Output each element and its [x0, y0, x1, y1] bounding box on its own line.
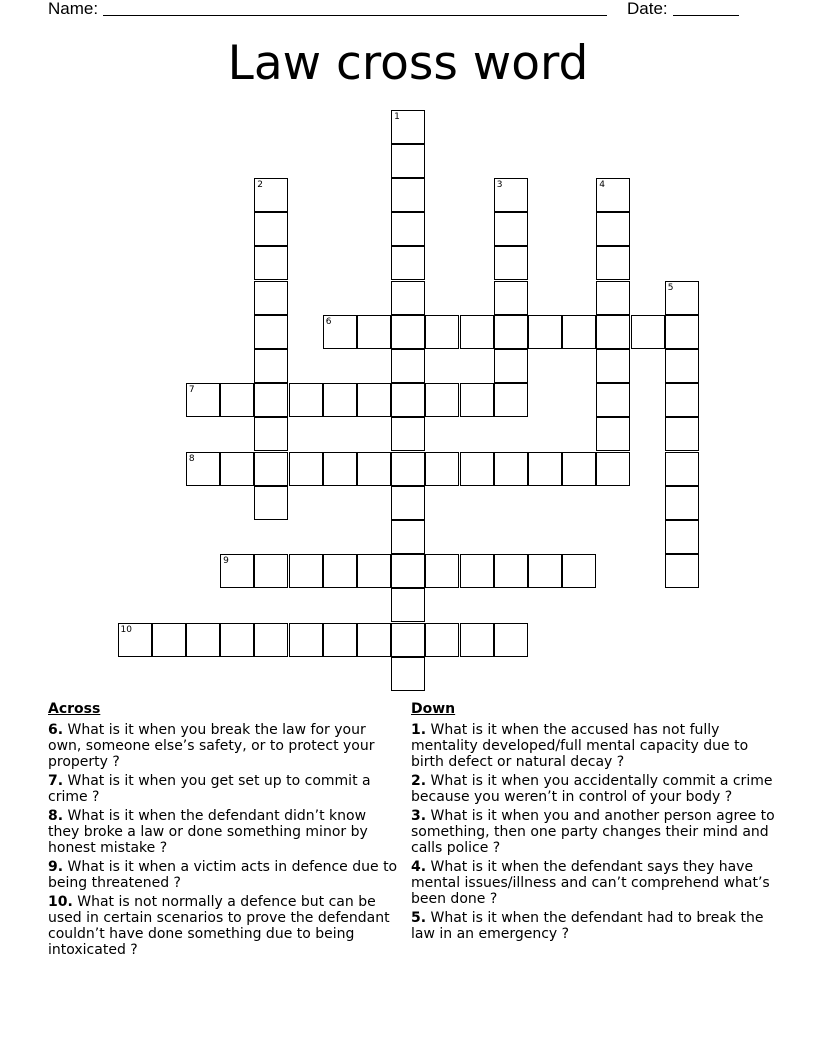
- crossword-cell[interactable]: [596, 315, 630, 349]
- crossword-cell[interactable]: [357, 452, 391, 486]
- name-label: Name:: [48, 0, 99, 18]
- crossword-cell[interactable]: [494, 212, 528, 246]
- cell-number: 2: [257, 179, 264, 190]
- across-clue: [48, 859, 398, 891]
- across-clue: [48, 894, 398, 958]
- crossword-cell[interactable]: [391, 417, 425, 451]
- page-title: Law cross word: [227, 36, 589, 91]
- crossword-cell[interactable]: [254, 417, 288, 451]
- crossword-cell[interactable]: [494, 281, 528, 315]
- crossword-cell[interactable]: [254, 623, 288, 657]
- crossword-cell[interactable]: [665, 520, 699, 554]
- crossword-cell[interactable]: [562, 554, 596, 588]
- crossword-cell[interactable]: [254, 212, 288, 246]
- clue-number: 8.: [48, 808, 64, 824]
- crossword-cell[interactable]: [391, 486, 425, 520]
- across-clue: [48, 722, 398, 770]
- crossword-cell[interactable]: [425, 452, 459, 486]
- crossword-cell[interactable]: [220, 452, 254, 486]
- crossword-cell[interactable]: [391, 588, 425, 622]
- clue-text: What is it when the defendant says they have mental issues/illness and can’t comprehend what’s been done ?: [411, 859, 770, 907]
- date-label: Date:: [627, 0, 668, 18]
- crossword-cell[interactable]: [323, 623, 357, 657]
- crossword-cell[interactable]: [391, 246, 425, 280]
- clue-text: What is it when the defendant had to break the law in an emergency ?: [411, 910, 764, 942]
- down-clue: [411, 910, 776, 942]
- crossword-cell[interactable]: [323, 554, 357, 588]
- across-clue: [48, 773, 398, 805]
- cell-number: 6: [325, 316, 332, 327]
- crossword-cell[interactable]: [596, 349, 630, 383]
- crossword-cell[interactable]: [254, 383, 288, 417]
- crossword-cell[interactable]: [289, 452, 323, 486]
- crossword-cell[interactable]: [254, 349, 288, 383]
- crossword-cell[interactable]: [665, 315, 699, 349]
- across-heading: Across: [48, 701, 101, 717]
- crossword-cell[interactable]: [494, 623, 528, 657]
- crossword-cell[interactable]: [391, 554, 425, 588]
- clue-text: What is not normally a defence but can be used in certain scenarios to prove the defendant couldn’t have done something due to being intoxicated ?: [48, 894, 390, 958]
- crossword-cell[interactable]: [323, 315, 357, 349]
- crossword-cell[interactable]: [494, 178, 528, 212]
- crossword-cell[interactable]: [460, 315, 494, 349]
- crossword-cell[interactable]: [186, 383, 220, 417]
- across-clue: [48, 808, 398, 856]
- crossword-cell[interactable]: [425, 315, 459, 349]
- crossword-cell[interactable]: [494, 383, 528, 417]
- crossword-cell[interactable]: [289, 383, 323, 417]
- crossword-cell[interactable]: [391, 452, 425, 486]
- clue-number: 3.: [411, 808, 427, 824]
- clue-text: What is it when you accidentally commit a crime because you weren’t in control of your body ?: [411, 773, 773, 805]
- clue-number: 6.: [48, 722, 64, 738]
- crossword-cell[interactable]: [220, 623, 254, 657]
- crossword-cell[interactable]: [254, 281, 288, 315]
- crossword-cell[interactable]: [665, 486, 699, 520]
- crossword-cell[interactable]: [357, 554, 391, 588]
- cell-number: 9: [223, 556, 229, 567]
- crossword-cell[interactable]: [186, 452, 220, 486]
- crossword-cell[interactable]: [323, 452, 357, 486]
- clue-number: 4.: [411, 859, 427, 875]
- crossword-cell[interactable]: [118, 623, 152, 657]
- crossword-cell[interactable]: [425, 383, 459, 417]
- down-clue: [411, 773, 776, 805]
- crossword-cell[interactable]: [357, 383, 391, 417]
- crossword-cell[interactable]: [391, 212, 425, 246]
- crossword-cell[interactable]: [391, 623, 425, 657]
- crossword-cell[interactable]: [665, 452, 699, 486]
- crossword-cell[interactable]: [254, 315, 288, 349]
- crossword-cell[interactable]: [460, 452, 494, 486]
- down-clues: [411, 701, 776, 945]
- crossword-cell[interactable]: [596, 178, 630, 212]
- crossword-cell[interactable]: [391, 110, 425, 144]
- crossword-cell[interactable]: [254, 452, 288, 486]
- crossword-cell[interactable]: [596, 212, 630, 246]
- clue-number: 9.: [48, 859, 64, 875]
- down-clue: [411, 808, 776, 856]
- crossword-cell[interactable]: [357, 315, 391, 349]
- crossword-cell[interactable]: [254, 554, 288, 588]
- crossword-cell[interactable]: [254, 246, 288, 280]
- crossword-cell[interactable]: [631, 315, 665, 349]
- clue-text: What is it when you get set up to commit a crime ?: [48, 773, 371, 805]
- crossword-cell[interactable]: [425, 623, 459, 657]
- crossword-cell[interactable]: [494, 246, 528, 280]
- crossword-cell[interactable]: [528, 554, 562, 588]
- crossword-cell[interactable]: [665, 349, 699, 383]
- crossword-cell[interactable]: [596, 246, 630, 280]
- down-clue: [411, 722, 776, 770]
- cell-number: 10: [120, 624, 132, 635]
- cell-number: 3: [496, 179, 503, 190]
- crossword-cell[interactable]: [391, 178, 425, 212]
- crossword-cell[interactable]: [528, 315, 562, 349]
- clue-text: What is it when a victim acts in defence due to being threatened ?: [48, 859, 398, 891]
- crossword-cell[interactable]: [152, 623, 186, 657]
- cell-number: 4: [599, 179, 606, 190]
- crossword-cell[interactable]: [220, 554, 254, 588]
- clue-number: 10.: [48, 894, 73, 910]
- crossword-cell[interactable]: [391, 383, 425, 417]
- crossword-cell[interactable]: [528, 452, 562, 486]
- cell-number: 5: [667, 282, 674, 293]
- cell-number: 1: [394, 111, 400, 122]
- crossword-cell[interactable]: [665, 281, 699, 315]
- clue-number: 2.: [411, 773, 427, 789]
- crossword-cell[interactable]: [596, 281, 630, 315]
- crossword-cell[interactable]: [391, 315, 425, 349]
- clue-text: What is it when you and another person agree to something, then one party changes their mind and calls police ?: [411, 808, 775, 856]
- down-clue: [411, 859, 776, 907]
- crossword-cell[interactable]: [186, 623, 220, 657]
- crossword-cell[interactable]: [460, 383, 494, 417]
- crossword-cell[interactable]: [391, 281, 425, 315]
- crossword-cell[interactable]: [562, 315, 596, 349]
- crossword-cell[interactable]: [494, 554, 528, 588]
- crossword-cell[interactable]: [665, 417, 699, 451]
- crossword-cell[interactable]: [562, 452, 596, 486]
- cell-number: 7: [188, 385, 195, 396]
- clue-text: What is it when the defendant didn’t know they broke a law or done something minor by honest mistake ?: [48, 808, 368, 856]
- cell-number: 8: [188, 453, 195, 464]
- crossword-cell[interactable]: [494, 452, 528, 486]
- crossword-cell[interactable]: [220, 383, 254, 417]
- clue-number: 5.: [411, 910, 427, 926]
- crossword-cell[interactable]: [357, 623, 391, 657]
- crossword-cell[interactable]: [596, 452, 630, 486]
- crossword-cell[interactable]: [391, 349, 425, 383]
- crossword-cell[interactable]: [494, 315, 528, 349]
- clue-number: 1.: [411, 722, 427, 738]
- crossword-cell[interactable]: [425, 554, 459, 588]
- crossword-cell[interactable]: [665, 383, 699, 417]
- crossword-cell[interactable]: [323, 383, 357, 417]
- crossword-cell[interactable]: [289, 623, 323, 657]
- crossword-cell[interactable]: [254, 178, 288, 212]
- clue-text: What is it when the accused has not fully mentality developed/full mental capacity due to birth defect or natural decay ?: [411, 722, 749, 770]
- clue-number: 7.: [48, 773, 64, 789]
- across-clues: [48, 701, 398, 961]
- down-heading: Down: [411, 701, 456, 717]
- crossword-cell[interactable]: [391, 520, 425, 554]
- crossword-cell[interactable]: [391, 657, 425, 691]
- crossword-cell[interactable]: [289, 554, 323, 588]
- crossword-cell[interactable]: [596, 417, 630, 451]
- crossword-cell[interactable]: [460, 623, 494, 657]
- clue-text: What is it when you break the law for your own, someone else’s safety, or to protect your property ?: [48, 722, 375, 770]
- crossword-cell[interactable]: [596, 383, 630, 417]
- crossword-cell[interactable]: [460, 554, 494, 588]
- crossword-cell[interactable]: [254, 486, 288, 520]
- crossword-cell[interactable]: [391, 144, 425, 178]
- crossword-cell[interactable]: [665, 554, 699, 588]
- crossword-cell[interactable]: [494, 349, 528, 383]
